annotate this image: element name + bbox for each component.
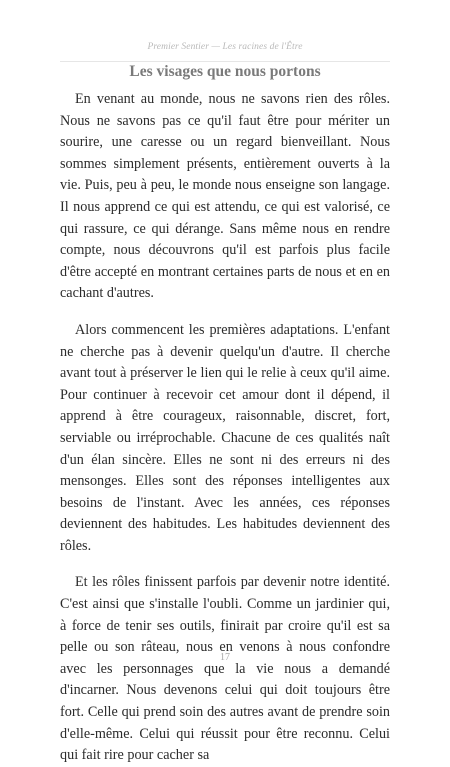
running-header: Premier Sentier — Les racines de l'Être [147, 42, 303, 52]
page-number: 17 [220, 652, 230, 663]
paragraph-2: Alors commencent les premières adaptations. L'enfant ne cherche pas à devenir quelqu'un d'autre. Il cherche avant tout à préserver le lien qui le relie à ceux qu'il aime. Pour continuer à recevoir cet amour dont il dépend, il apprend à être courageux, raisonnable, discret, fort, serviable ou irréprochable. Chacune de ces qualités naît d'un élan sincère. Elles ne sont ni des erreurs ni des mensonges. Elles sont des réponses intelligentes aux besoins de l'instant. Avec les années, ces réponses deviennent des habitudes. Les habitudes deviennent des rôles. [60, 321, 390, 554]
paragraph-1: En venant au monde, nous ne savons rien des rôles. Nous ne savons pas ce qu'il faut être pour mériter un sourire, une caresse ou un regard bienveillant. Nous sommes simplement présents, entièrement ouverts à la vie. Puis, peu à peu, le monde nous enseigne son langage. Il nous apprend ce qui est attendu, ce qui est valorisé, ce qui rassure, ce qui dérange. Sans même nous en rendre compte, nous découvrons qu'il est parfois plus facile d'être accepté en montrant certaines parts de nous et en en cachant d'autres. [60, 91, 390, 302]
chapter-title: Les visages que nous portons [129, 63, 321, 80]
header-rule [60, 61, 390, 62]
paragraph-3: Et les rôles finissent parfois par devenir notre identité. C'est ainsi que s'installe l'oubli. Comme un jardinier qui, à force de tenir ses outils, finirait par croire qu'il est sa pelle ou son râteau, nous en venons à nous confondre avec les personnages que la vie nous a demandé d'incarner. Nous devenons celui qui doit toujours être fort. Celle qui prend soin des autres avant de prendre soin d'elle-même. Celui qui réussit pour être reconnu. Celui qui fait rire pour cacher sa [60, 574, 390, 764]
body-text [60, 89, 390, 767]
